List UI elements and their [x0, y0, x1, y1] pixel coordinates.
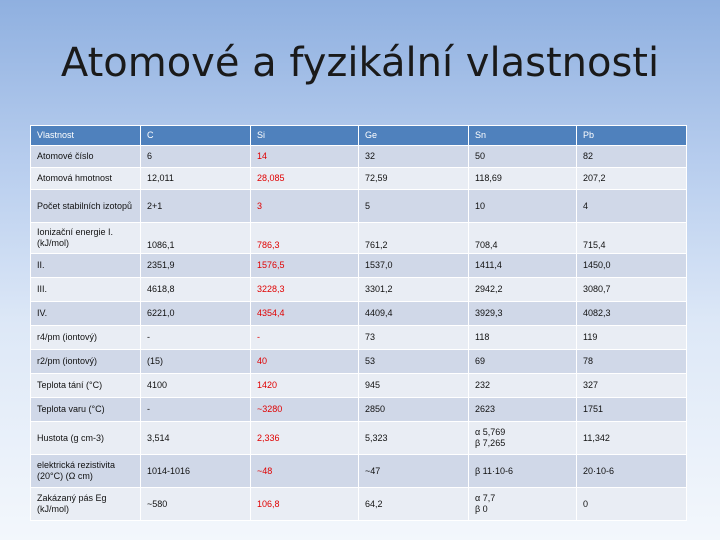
value-cell: 2850: [359, 398, 469, 422]
value-cell: 14: [251, 146, 359, 168]
row-label-cell: Atomová hmotnost: [31, 168, 141, 190]
value-cell: 4100: [141, 374, 251, 398]
value-cell: ~580: [141, 488, 251, 521]
value-cell: 1086,1: [141, 223, 251, 254]
value-cell: 1420: [251, 374, 359, 398]
value-cell: -: [141, 398, 251, 422]
table-header-row: [31, 126, 687, 146]
value-cell: 327: [577, 374, 687, 398]
header-cell-property: Vlastnost: [31, 126, 141, 146]
table-row: [31, 350, 687, 374]
table-row: [31, 374, 687, 398]
value-cell: 1450,0: [577, 254, 687, 278]
value-cell: 2+1: [141, 190, 251, 223]
row-label-cell: Atomové číslo: [31, 146, 141, 168]
header-cell-c: C: [141, 126, 251, 146]
value-cell: 715,4: [577, 223, 687, 254]
row-label-cell: Ionizační energie I. (kJ/mol): [31, 223, 141, 254]
value-cell: 945: [359, 374, 469, 398]
value-cell: 1411,4: [469, 254, 577, 278]
value-cell: 207,2: [577, 168, 687, 190]
value-cell: 53: [359, 350, 469, 374]
value-cell: 761,2: [359, 223, 469, 254]
table-row: [31, 422, 687, 455]
table-row: [31, 146, 687, 168]
value-cell: 78: [577, 350, 687, 374]
value-cell: 40: [251, 350, 359, 374]
table-row: [31, 168, 687, 190]
value-cell: 5,323: [359, 422, 469, 455]
value-cell: 2,336: [251, 422, 359, 455]
value-cell: 64,2: [359, 488, 469, 521]
value-cell: 28,085: [251, 168, 359, 190]
value-cell: 1537,0: [359, 254, 469, 278]
row-label-cell: r2/pm (iontový): [31, 350, 141, 374]
row-label-cell: elektrická rezistivita (20°C) (Ω cm): [31, 455, 141, 488]
header-cell-ge: Ge: [359, 126, 469, 146]
value-cell: 3,514: [141, 422, 251, 455]
row-label-cell: Teplota varu (°C): [31, 398, 141, 422]
value-cell: 2623: [469, 398, 577, 422]
value-cell: α 7,7 β 0: [469, 488, 577, 521]
value-cell: 1576,5: [251, 254, 359, 278]
value-cell: 4354,4: [251, 302, 359, 326]
slide-title: Atomové a fyzikální vlastnosti: [60, 40, 660, 86]
value-cell: 4082,3: [577, 302, 687, 326]
value-cell: 12,011: [141, 168, 251, 190]
row-label-cell: III.: [31, 278, 141, 302]
value-cell: ~47: [359, 455, 469, 488]
row-label-cell: Hustota (g cm-3): [31, 422, 141, 455]
value-cell: 73: [359, 326, 469, 350]
value-cell: 3: [251, 190, 359, 223]
table-row: [31, 326, 687, 350]
value-cell: 786,3: [251, 223, 359, 254]
value-cell: 50: [469, 146, 577, 168]
table-row: [31, 488, 687, 521]
value-cell: 106,8: [251, 488, 359, 521]
header-cell-sn: Sn: [469, 126, 577, 146]
value-cell: 0: [577, 488, 687, 521]
table-row: [31, 190, 687, 223]
row-label-cell: IV.: [31, 302, 141, 326]
value-cell: 2351,9: [141, 254, 251, 278]
value-cell: 4618,8: [141, 278, 251, 302]
row-label-cell: r4/pm (iontový): [31, 326, 141, 350]
value-cell: 118: [469, 326, 577, 350]
value-cell: 2942,2: [469, 278, 577, 302]
header-cell-pb: Pb: [577, 126, 687, 146]
properties-table: [30, 125, 687, 521]
value-cell: 6221,0: [141, 302, 251, 326]
value-cell: 82: [577, 146, 687, 168]
table-row: [31, 302, 687, 326]
row-label-cell: Počet stabilních izotopů: [31, 190, 141, 223]
header-cell-si: Si: [251, 126, 359, 146]
row-label-cell: II.: [31, 254, 141, 278]
value-cell: 3929,3: [469, 302, 577, 326]
table-row: [31, 254, 687, 278]
value-cell: 118,69: [469, 168, 577, 190]
table-row: [31, 278, 687, 302]
value-cell: 69: [469, 350, 577, 374]
value-cell: β 11·10-6: [469, 455, 577, 488]
value-cell: 232: [469, 374, 577, 398]
value-cell: α 5,769 β 7,265: [469, 422, 577, 455]
value-cell: 3080,7: [577, 278, 687, 302]
value-cell: 1751: [577, 398, 687, 422]
table-row: [31, 223, 687, 254]
value-cell: 11,342: [577, 422, 687, 455]
value-cell: -: [251, 326, 359, 350]
value-cell: 32: [359, 146, 469, 168]
value-cell: ~48: [251, 455, 359, 488]
value-cell: 72,59: [359, 168, 469, 190]
value-cell: 708,4: [469, 223, 577, 254]
table-row: [31, 398, 687, 422]
value-cell: 4: [577, 190, 687, 223]
value-cell: 3301,2: [359, 278, 469, 302]
value-cell: 1014-1016: [141, 455, 251, 488]
value-cell: ~3280: [251, 398, 359, 422]
value-cell: (15): [141, 350, 251, 374]
value-cell: 6: [141, 146, 251, 168]
value-cell: 20·10-6: [577, 455, 687, 488]
value-cell: 4409,4: [359, 302, 469, 326]
value-cell: 5: [359, 190, 469, 223]
row-label-cell: Teplota tání (°C): [31, 374, 141, 398]
table-body: [31, 146, 687, 521]
value-cell: 10: [469, 190, 577, 223]
value-cell: 119: [577, 326, 687, 350]
value-cell: -: [141, 326, 251, 350]
table-row: [31, 455, 687, 488]
value-cell: 3228,3: [251, 278, 359, 302]
row-label-cell: Zakázaný pás Eg (kJ/mol): [31, 488, 141, 521]
